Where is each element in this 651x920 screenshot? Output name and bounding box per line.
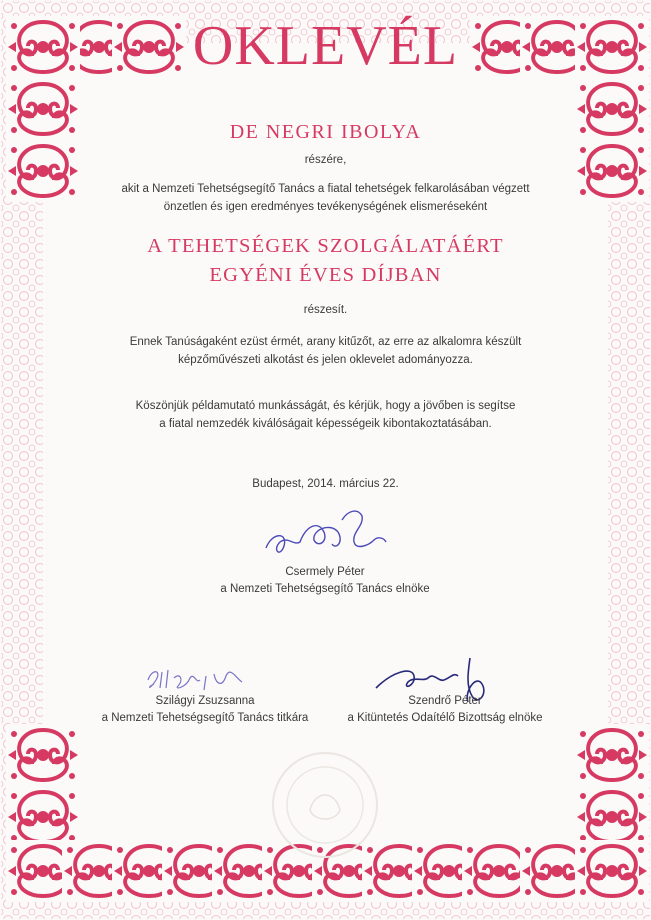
- gift-line-2: képzőművészeti alkotást és jelen oklevelet adományozza.: [178, 354, 473, 366]
- right-signatory: [330, 693, 560, 727]
- main-signatory-role: a Nemzeti Tehetségsegítő Tanács elnöke: [220, 583, 430, 595]
- grants-line: részesít.: [303, 304, 348, 316]
- embossed-seal: [270, 750, 380, 860]
- left-signatory-role: a Nemzeti Tehetségsegítő Tanács titkára: [101, 712, 309, 724]
- for-line: részére,: [304, 154, 347, 166]
- award-title: [0, 232, 651, 290]
- place-date: Budapest, 2014. március 22.: [252, 478, 399, 490]
- reason-line-2: önzetlen és igen eredményes tevékenységének elismeréseként: [163, 201, 488, 213]
- reason-line-1: akit a Nemzeti Tehetségsegítő Tanács a fiatal tehetségek felkarolásában végzett: [121, 183, 530, 195]
- certificate-title: OKLEVÉL: [192, 15, 459, 77]
- main-signatory-name: Csermely Péter: [285, 566, 365, 578]
- main-signature: [258, 502, 398, 566]
- award-line-2: EGYÉNI ÉVES DÍJBAN: [209, 264, 442, 286]
- thanks-line-1: Köszönjük példamutató munkásságát, és kérjük, hogy a jövőben is segítse: [135, 400, 516, 412]
- right-signatory-role: a Kitüntetés Odaítélő Bizottság elnöke: [347, 712, 543, 724]
- left-signature: [142, 658, 272, 698]
- main-signatory: [175, 564, 475, 598]
- left-signatory-name: Szilágyi Zsuzsanna: [155, 695, 255, 707]
- recipient-name: DE NEGRI IBOLYA: [229, 121, 422, 143]
- left-signatory: [90, 693, 320, 727]
- right-signatory-name: Szendrő Péter: [408, 695, 482, 707]
- gift-line-1: Ennek Tanúságaként ezüst érmét, arany kitűzőt, az erre az alkalomra készült: [129, 336, 522, 348]
- award-line-1: A TEHETSÉGEK SZOLGÁLATÁÉRT: [147, 235, 504, 257]
- thanks-line-2: a fiatal nemzedék kiválóságait képességeik kibontakoztatásában.: [159, 418, 492, 430]
